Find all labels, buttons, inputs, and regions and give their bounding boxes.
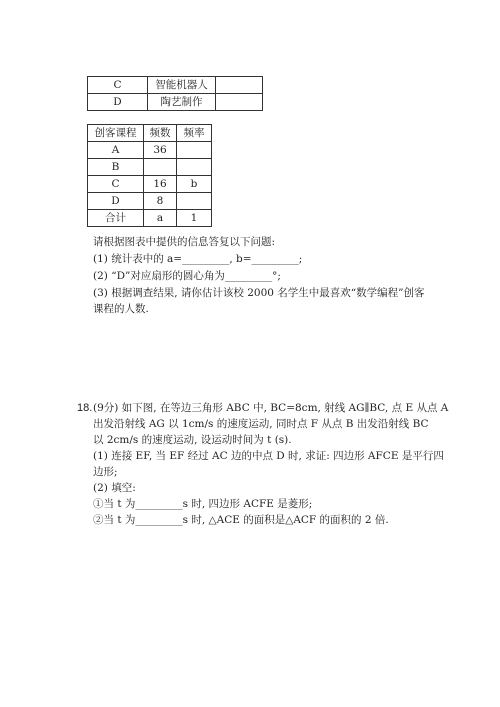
- table-cell: C: [88, 77, 148, 94]
- q17-part3-line1: (3) 根据调查结果, 请你估计该校 2000 名学生中最喜欢“数学编程”创客: [93, 287, 425, 299]
- table-cell: 合计: [88, 210, 144, 227]
- table-cell: 智能机器人: [148, 77, 216, 94]
- table-cell: B: [88, 159, 144, 176]
- table-header-cell: 创客课程: [88, 125, 144, 142]
- table-row: [88, 94, 263, 111]
- q17-part1: (1) 统计表中的 a=_________, b=_________;: [93, 253, 303, 265]
- table-header-cell: 频率: [177, 125, 212, 142]
- q17-part3-line2: 课程的人数.: [93, 303, 149, 315]
- table-row: [88, 159, 212, 176]
- q17-part2: (2) “D”对应扇形的圆心角为_________°;: [93, 270, 281, 282]
- table-cell: 8: [144, 193, 177, 210]
- q18-part1-line2: 边形;: [93, 466, 118, 478]
- table-cell: [177, 142, 212, 159]
- table-cell: 36: [144, 142, 177, 159]
- table-header-row: [88, 125, 212, 142]
- table-cell: [216, 94, 263, 111]
- table-cell: A: [88, 142, 144, 159]
- q18-part1-line1: (1) 连接 EF, 当 EF 经过 AC 边的中点 D 时, 求证: 四边形 AFCE 是平行四: [93, 450, 444, 462]
- table-cell: [144, 159, 177, 176]
- table-cell: b: [177, 176, 212, 193]
- table-cell: [177, 159, 212, 176]
- table-cell: 陶艺制作: [148, 94, 216, 111]
- table-cell: [177, 193, 212, 210]
- question-number: 18.: [77, 402, 93, 414]
- table-cell: a: [144, 210, 177, 227]
- q18-part2-heading: (2) 填空:: [93, 482, 136, 494]
- table-row: [88, 210, 212, 227]
- q18-stem-line3: 以 2cm/s 的速度运动, 设运动时间为 t (s).: [93, 434, 292, 446]
- table-row: [88, 193, 212, 210]
- table-row: [88, 176, 212, 193]
- q18-stem-line1: (9分) 如下图, 在等边三角形 ABC 中, BC=8cm, 射线 AG∥BC, 点 E 从点 A: [93, 402, 449, 414]
- q18-sub1: ①当 t 为_________s 时, 四边形 ACFE 是菱形;: [93, 498, 313, 510]
- question-18: [93, 401, 448, 527]
- q18-stem-line2: 出发沿射线 AG 以 1cm/s 的速度运动, 同时点 F 从点 B 出发沿射线 BC: [93, 418, 429, 430]
- table-row: [88, 77, 263, 94]
- table-cell: 16: [144, 176, 177, 193]
- table-row: [88, 142, 212, 159]
- table-cell: C: [88, 176, 144, 193]
- table-cell: 1: [177, 210, 212, 227]
- q17-intro: 请根据图表中提供的信息答复以下问题:: [93, 236, 276, 248]
- table-header-cell: 频数: [144, 125, 177, 142]
- table-cell: D: [88, 193, 144, 210]
- frequency-table: [87, 124, 212, 227]
- q18-sub2: ②当 t 为_________s 时, △ACE 的面积是△ACF 的面积的 2 倍.: [93, 514, 389, 526]
- table-cell: [216, 77, 263, 94]
- table-cell: D: [88, 94, 148, 111]
- course-table-fragment: [87, 76, 263, 111]
